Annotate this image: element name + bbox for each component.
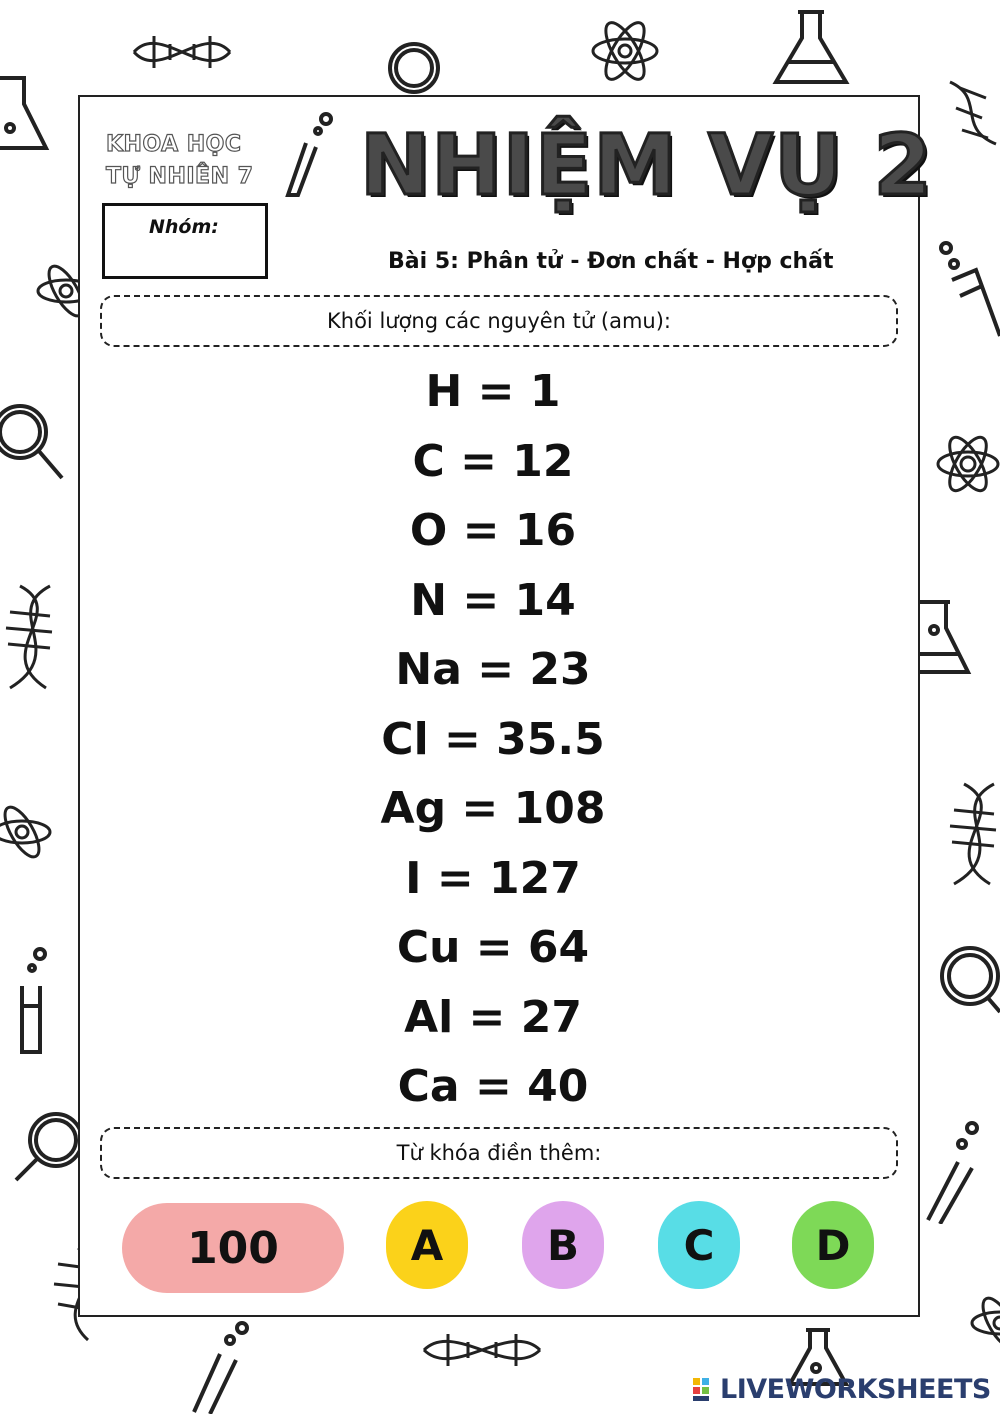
test-tube-icon — [938, 240, 1000, 346]
atom-icon — [970, 1290, 1000, 1356]
liveworksheets-brand[interactable] — [692, 1372, 991, 1406]
element-hydrogen: H = 1 — [425, 366, 561, 417]
page-title: NHIỆM VỤ 2 — [360, 116, 933, 214]
masses-heading-box — [100, 295, 898, 347]
element-calcium: Ca = 40 — [397, 1061, 589, 1112]
atom-icon — [0, 800, 52, 864]
element-sodium: Na = 23 — [395, 644, 591, 695]
keyword-d-button[interactable]: D — [792, 1201, 874, 1289]
dna-icon — [944, 780, 1000, 888]
magnifier-icon — [384, 38, 454, 98]
subject-line-1: KHOA HỌC — [106, 132, 242, 157]
magnifier-icon — [0, 402, 66, 486]
subject-line-2: TỰ NHIÊN 7 — [106, 164, 254, 189]
dna-icon — [420, 1320, 544, 1380]
element-carbon: C = 12 — [412, 435, 574, 487]
element-oxygen: O = 16 — [409, 505, 577, 556]
test-tube-icon — [16, 946, 50, 1060]
masses-heading: Khối lượng các nguyên tử (amu): — [327, 309, 671, 333]
keyword-b-button[interactable]: B — [522, 1201, 604, 1289]
test-tube-icon — [284, 111, 334, 201]
keyword-options — [80, 1201, 922, 1293]
keyword-a-button[interactable]: A — [386, 1201, 468, 1289]
keyword-c-button[interactable]: C — [658, 1201, 740, 1289]
dna-icon — [0, 582, 58, 692]
subject-heading — [106, 129, 253, 193]
element-iodine: I = 127 — [405, 852, 581, 904]
magnifier-icon — [936, 944, 1000, 1020]
atom-icon — [590, 18, 660, 84]
flask-icon — [0, 72, 52, 154]
keywords-heading-box — [100, 1127, 898, 1179]
element-aluminium: Al = 27 — [404, 991, 582, 1043]
brand-name: LIVEWORKSHEETS — [720, 1373, 991, 1405]
keywords-heading: Từ khóa điền thêm: — [396, 1141, 602, 1165]
element-silver: Ag = 108 — [380, 783, 606, 834]
dna-icon — [130, 22, 234, 82]
group-box[interactable] — [102, 203, 268, 279]
atom-icon — [936, 428, 1000, 500]
worksheet — [78, 95, 933, 1317]
test-tube-icon — [918, 1120, 980, 1224]
magnifier-icon — [12, 1108, 80, 1184]
element-nitrogen: N = 14 — [410, 574, 576, 626]
group-label: Nhóm: — [149, 216, 219, 238]
lesson-subtitle: Bài 5: Phân tử - Đơn chất - Hợp chất — [388, 249, 834, 274]
dna-icon — [946, 78, 1000, 148]
atom-icon — [36, 258, 80, 324]
test-tube-icon — [190, 1320, 252, 1414]
element-copper: Cu = 64 — [396, 922, 590, 973]
element-chlorine: Cl = 35.5 — [381, 713, 605, 765]
flask-icon — [920, 598, 972, 676]
flask-icon — [770, 8, 852, 88]
element-list — [80, 357, 906, 1122]
keyword-100-button[interactable]: 100 — [122, 1203, 344, 1293]
liveworksheets-logo-icon — [692, 1376, 718, 1402]
